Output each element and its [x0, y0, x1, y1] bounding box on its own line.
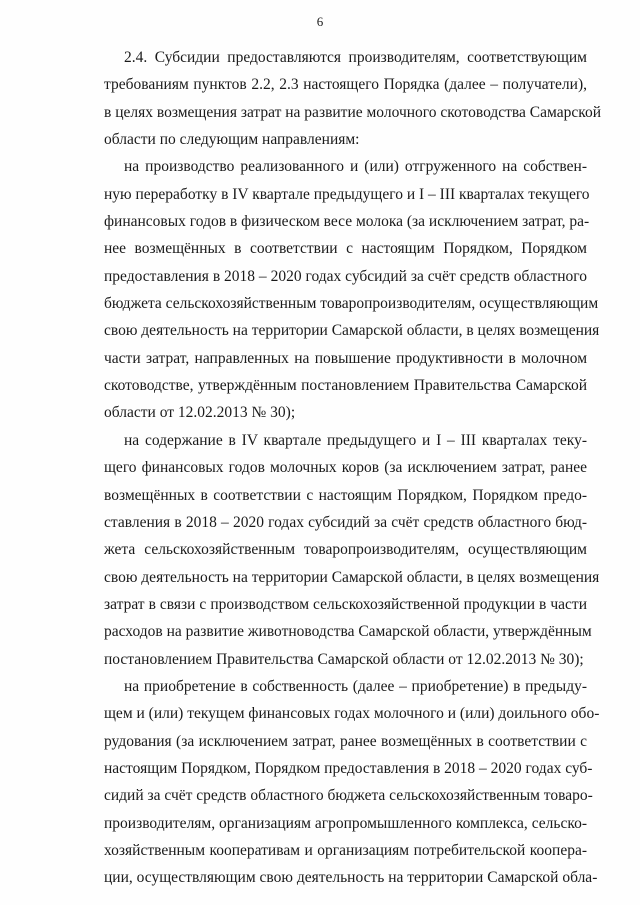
paragraph-line: предоставления в 2018 – 2020 годах субсидий за счёт средств областного: [104, 267, 587, 285]
paragraph-line: постановлением Правительства Самарской области от 12.02.2013 № 30);: [104, 650, 584, 668]
paragraph-line: щего финансовых годов молочных коров (за исключением затрат, ранее: [104, 459, 587, 477]
paragraph-line: области от 12.02.2013 № 30);: [104, 404, 296, 422]
paragraph-line: затрат в связи с производством сельскохозяйственной продукции в части: [104, 595, 587, 613]
paragraph-line: сидий за счёт средств областного бюджета сельскохозяйственным товаро-: [104, 787, 593, 805]
paragraph-line: свою деятельность на территории Самарской области, в целях возмещения: [104, 568, 600, 586]
body-text: [104, 44, 602, 892]
paragraph-line: в целях возмещения затрат на развитие молочного скотоводства Самарской: [104, 103, 602, 121]
paragraph-line: ную переработку в IV квартале предыдущего и I – III кварталах текущего: [104, 185, 590, 203]
paragraph-line: щем и (или) текущем финансовых годах молочного и (или) доильного обо-: [104, 705, 600, 723]
paragraph-line: нее возмещённых в соответствии с настоящим Порядком, Порядком: [104, 240, 587, 258]
paragraph-line: области по следующим направлениям:: [104, 131, 360, 149]
paragraph-line: хозяйственным кооперативам и организациям потребительской коопера-: [104, 841, 587, 859]
paragraph-line: производителям, организациям агропромышленного комплекса, сельско-: [104, 814, 587, 832]
paragraph-line: ции, осуществляющим свою деятельность на территории Самарской обла-: [104, 869, 598, 887]
paragraph-line: расходов на развитие животноводства Самарской области, утверждённым: [104, 623, 592, 641]
paragraph-line: возмещённых в соответствии с настоящим Порядком, Порядком предо-: [104, 486, 587, 504]
paragraph-line: на содержание в IV квартале предыдущего и I – III кварталах теку-: [124, 431, 587, 449]
paragraph-line: настоящим Порядком, Порядком предоставления в 2018 – 2020 годах суб-: [104, 759, 593, 777]
paragraph-line: рудования (за исключением затрат, ранее возмещённых в соответствии с: [104, 732, 587, 750]
paragraph-line: ставления в 2018 – 2020 годах субсидий за счёт средств областного бюд-: [104, 513, 587, 531]
paragraph-line: на производство реализованного и (или) отгруженного на собствен-: [124, 158, 587, 176]
paragraph-line: требованиям пунктов 2.2, 2.3 настоящего Порядка (далее – получатели),: [104, 76, 587, 94]
page-number: 6: [316, 14, 324, 29]
paragraph-line: части затрат, направленных на повышение продуктивности в молочном: [104, 349, 587, 367]
paragraph-line: свою деятельность на территории Самарской области, в целях возмещения: [104, 322, 600, 340]
paragraph-line: бюджета сельскохозяйственным товаропроизводителям, осуществляющим: [104, 295, 599, 313]
paragraph-line: скотоводстве, утверждённым постановлением Правительства Самарской: [104, 377, 587, 395]
paragraph-line: финансовых годов в физическом весе молока (за исключением затрат, ра-: [104, 213, 590, 231]
paragraph-line: 2.4. Субсидии предоставляются производителям, соответствующим: [124, 49, 587, 66]
paragraph-line: на приобретение в собственность (далее – приобретение) в предыду-: [124, 677, 587, 695]
paragraph-line: жета сельскохозяйственным товаропроизводителям, осуществляющим: [104, 541, 587, 559]
